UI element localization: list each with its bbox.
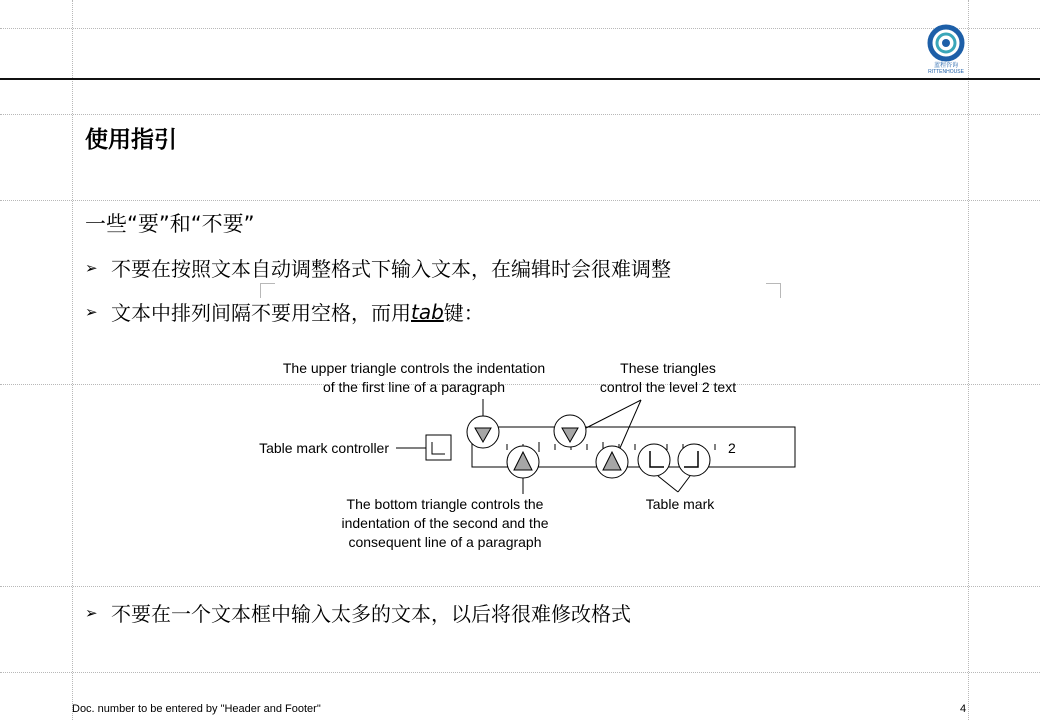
logo-caption: 蓝程咨询 (933, 62, 959, 69)
leader-line (678, 476, 690, 492)
tab-keyword: tab (411, 299, 444, 324)
level2-triangles-label-line1: These triangles (620, 360, 716, 376)
table-mark-controller-box[interactable] (426, 435, 451, 460)
slide-title: 使用指引 (85, 127, 177, 153)
bottom-triangle-label-line1: The bottom triangle controls the (346, 496, 544, 512)
ruler-number: 2 (728, 440, 736, 456)
bullet-arrow-icon: ➢ (85, 603, 98, 622)
slide-subhead: 一些“要”和“不要” (85, 212, 255, 236)
table-mark-label: Table mark (645, 496, 715, 512)
logo-wordmark: RITTENHOUSE (928, 69, 964, 74)
leader-line (586, 400, 641, 428)
upper-triangle-label-line1: The upper triangle controls the indentation (282, 360, 546, 376)
bullet-arrow-icon: ➢ (85, 302, 98, 321)
bottom-triangle-label-line3: consequent line of a paragraph (348, 534, 542, 550)
bullet-text: 不要在一个文本框中输入太多的文本，以后将很难修改格式 (111, 602, 631, 626)
callout-circle (678, 444, 710, 476)
footer-doc-number: Doc. number to be entered by "Header and Footer" (72, 703, 321, 715)
bullet-text: 不要在按照文本自动调整格式下输入文本，在编辑时会很难调整 (111, 257, 671, 281)
bullet-text-tail: 键： (443, 301, 484, 325)
callout-circle (638, 444, 670, 476)
bullet-arrow-icon: ➢ (85, 258, 98, 277)
level2-triangles-label-line2: control the level 2 text (599, 379, 737, 395)
upper-triangle-label-line2: of the first line of a paragraph (322, 379, 506, 395)
footer-page-number: 4 (960, 703, 967, 715)
bullet-text: 文本中排列间隔不要用空格，而用 (111, 301, 411, 325)
leader-line (658, 476, 678, 492)
table-mark-controller-label: Table mark controller (259, 440, 389, 456)
bottom-triangle-label-line2: indentation of the second and the (341, 515, 549, 531)
